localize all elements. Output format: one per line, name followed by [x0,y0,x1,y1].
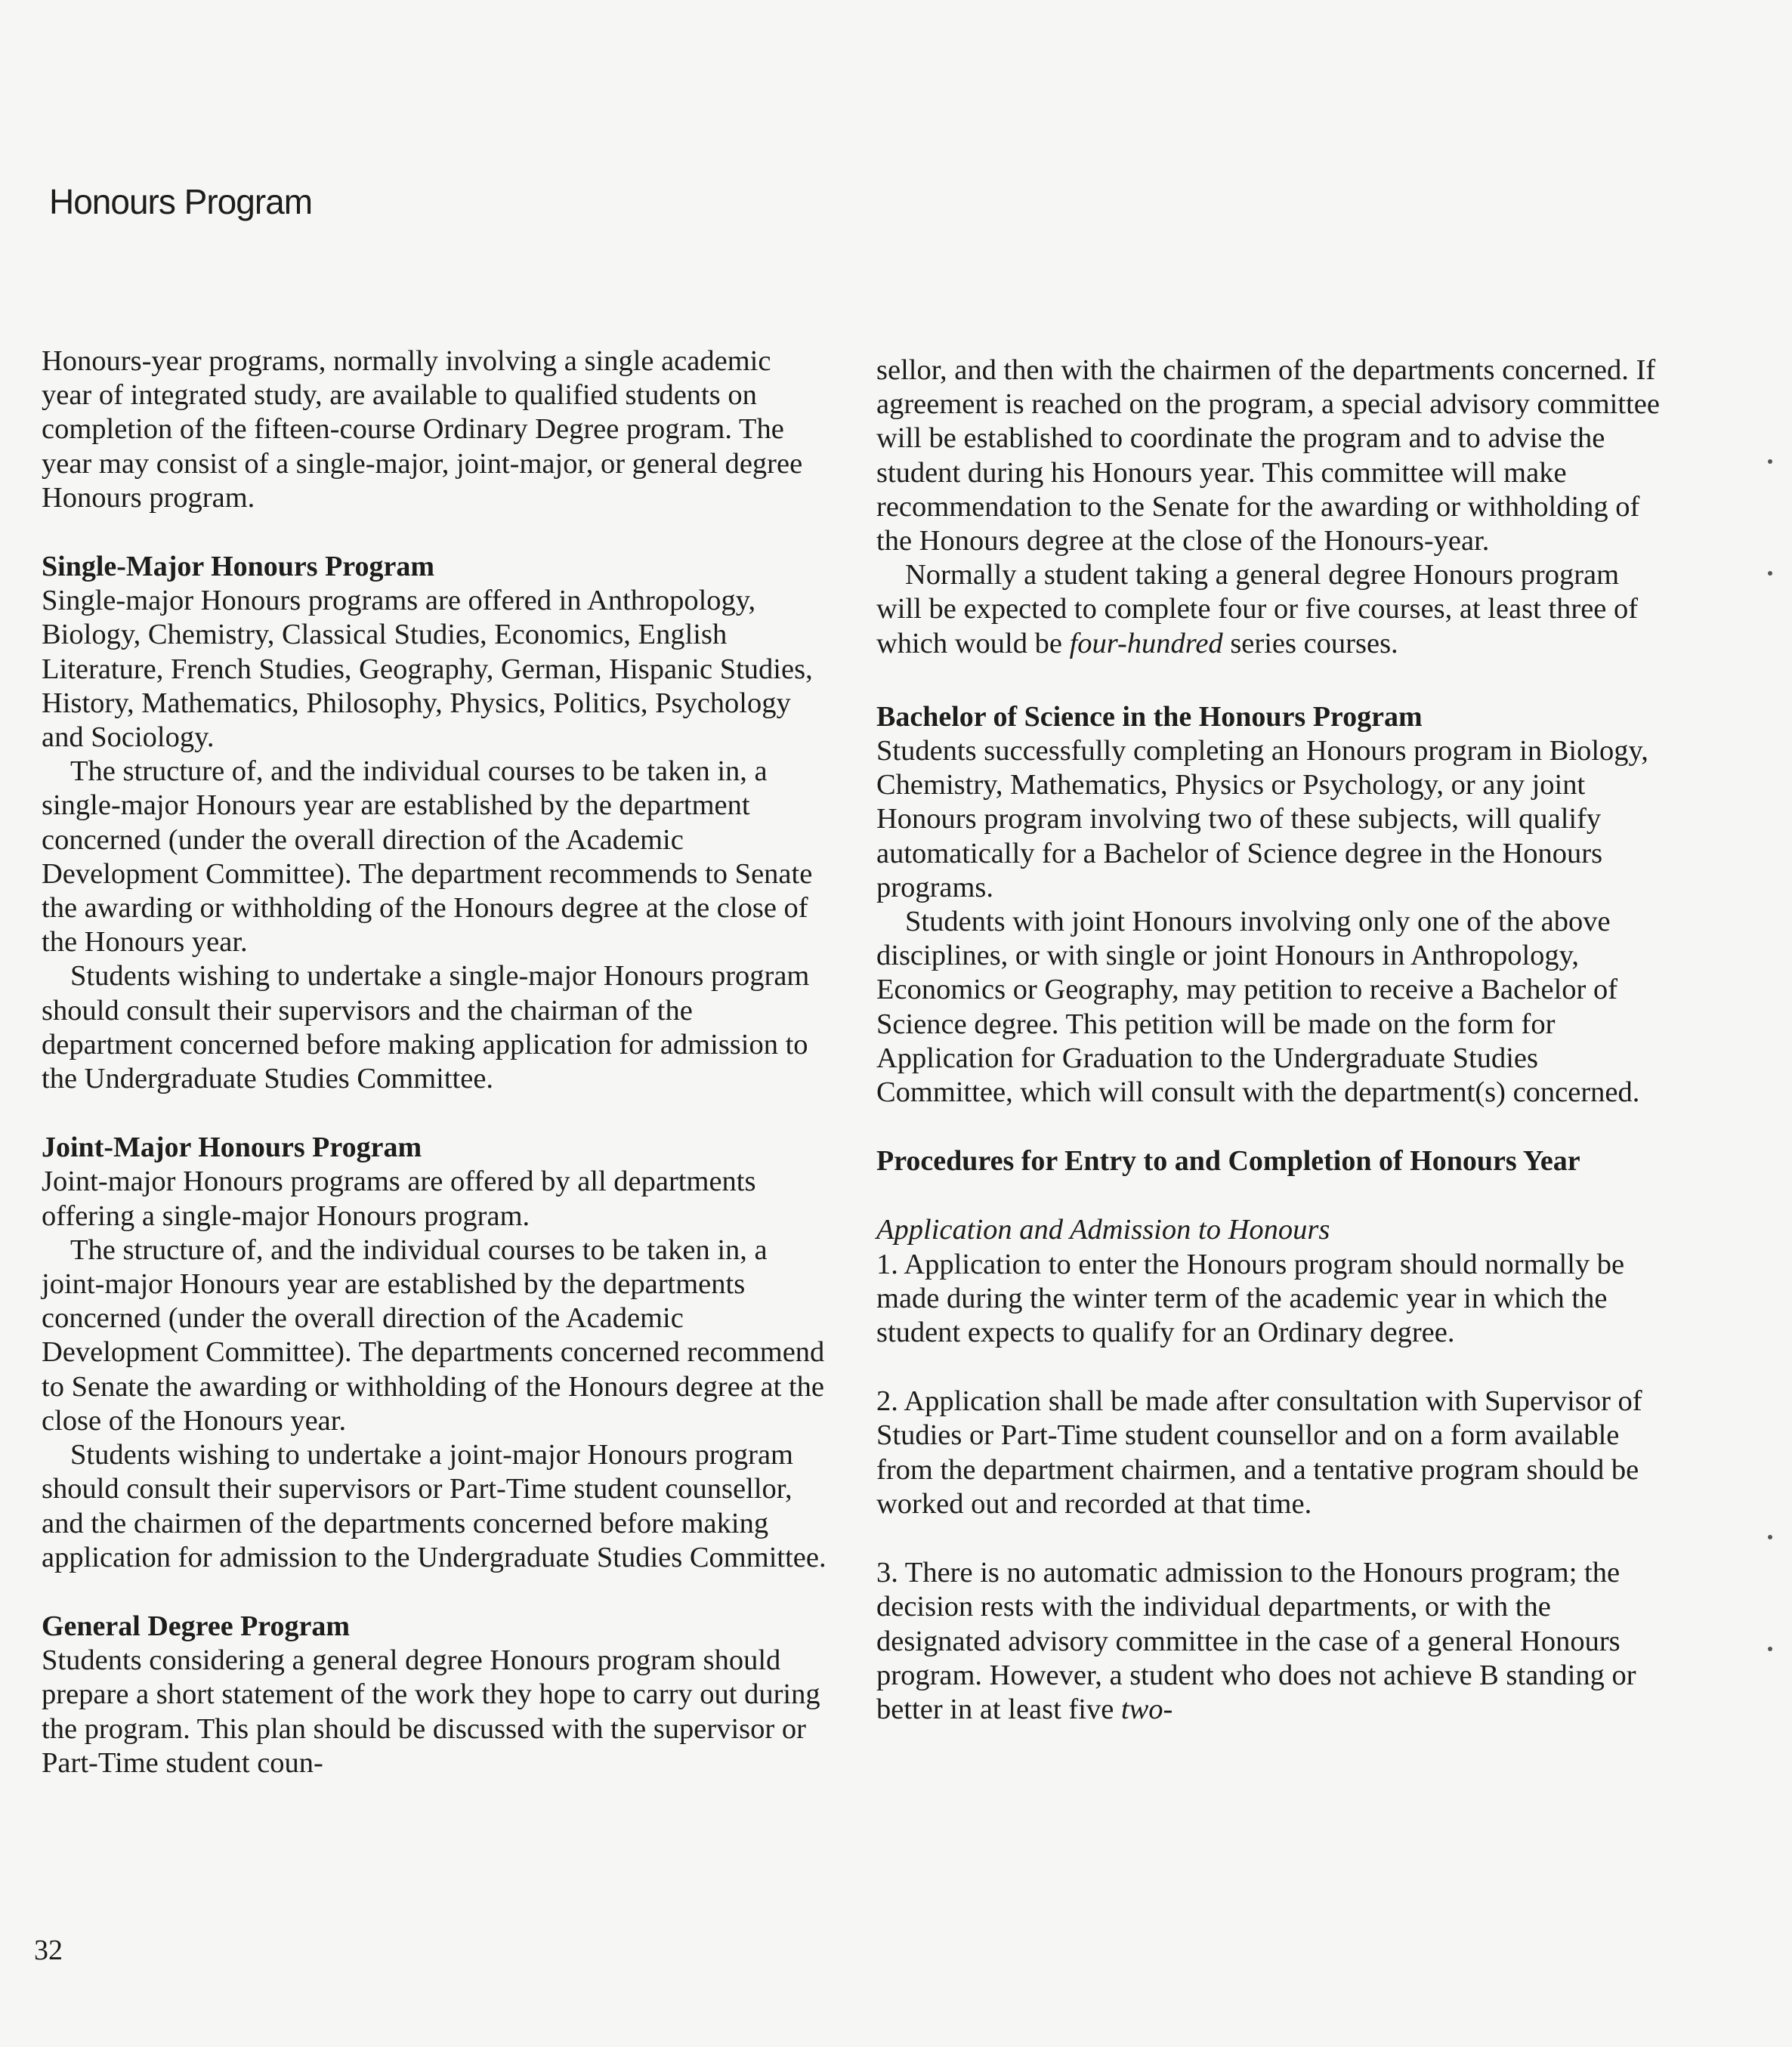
joint-major-paragraph-2: The structure of, and the individual courses to be taken in, a joint-major Honours year are established by the departments concerned (under the overall direction of the Academic Development Committee). The departments concerned recommend to Senate the awarding or withholding of the Honours degree at the close of the Honours year. [42,1233,825,1437]
four-hundred-italic: four-hundred [1069,627,1223,659]
intro-paragraph: Honours-year programs, normally involving a single academic year of integrated study, are available to qualified students on completion of the fifteen-course Ordinary Degree program. The year may consist of a single-major, joint-major, or general degree Honours program. [42,345,803,514]
general-degree-continued: sellor, and then with the chairmen of the departments concerned. If agreement is reached on the program, a special advisory committee will be established to coordinate the program and to advise the student during his Honours year. This committee will make recommendation to the Senate for the awarding or withholding of the Honours degree at the close of the Honours-year. [876,354,1660,557]
procedures-subheading: Application and Admission to Honours [876,1214,1330,1246]
single-major-paragraph-1: Single-major Honours programs are offered in Anthropology, Biology, Chemistry, Classical Studies, Economics, English Literature, French Studies, Geography, German, Hispanic Studies, History, Mathematics, Philosophy, Physics, Politics, Psychology and Sociology. [42,585,813,754]
margin-speck [1768,1647,1772,1651]
right-column [876,354,1670,1727]
joint-major-heading: Joint-Major Honours Program [42,1132,422,1164]
page-number: 32 [34,1934,63,1966]
procedure-item-2: 2. Application shall be made after consultation with Supervisor of Studies or Part-Time student counsellor and on a form available from the department chairmen, and a tentative program should be worked out and recorded at that time. [876,1385,1642,1520]
bsc-heading: Bachelor of Science in the Honours Program [876,700,1423,733]
bsc-paragraph-1: Students successfully completing an Honours program in Biology, Chemistry, Mathematics, Physics or Psychology, or any joint Honours program involving two of these subjects, will qualify automatically for a Bachelor of Science degree in the Honours programs. [876,735,1648,903]
joint-major-paragraph-1: Joint-major Honours programs are offered by all departments offering a single-major Honours program. [42,1166,756,1232]
margin-speck [1768,571,1772,576]
margin-speck [1768,459,1772,464]
left-column [42,344,827,1780]
single-major-heading: Single-Major Honours Program [42,551,434,583]
general-degree-paragraph-2: Normally a student taking a general degree Honours program will be expected to complete four or five courses, at least three of which would be four-hundred series courses. [876,559,1639,659]
procedure-item-1: 1. Application to enter the Honours program should normally be made during the winter term of the academic year in which the student expects to qualify for an Ordinary degree. [876,1248,1625,1349]
joint-major-paragraph-3: Students wishing to undertake a joint-major Honours program should consult their supervisors or Part-Time student counsellor, and the chairmen of the departments concerned before making application for admission to the Undergraduate Studies Committee. [42,1439,826,1573]
single-major-paragraph-2: The structure of, and the individual courses to be taken in, a single-major Honours year are established by the department concerned (under the overall direction of the Academic Development Committee). The department recommends to Senate the awarding or withholding of the Honours degree at the close of the Honours year. [42,755,813,959]
bsc-paragraph-2: Students with joint Honours involving only one of the above disciplines, or with single or joint Honours in Anthropology, Economics or Geography, may petition to receive a Bachelor of Science degree. This petition will be made on the form for Application for Graduation to the Undergraduate Studies Committee, which will consult with the department(s) concerned. [876,906,1640,1109]
procedures-heading: Procedures for Entry to and Completion of Honours Year [876,1145,1580,1178]
single-major-paragraph-3: Students wishing to undertake a single-major Honours program should consult their supervisors and the chairman of the department concerned before making application for admission to the Undergraduate Studies Committee. [42,960,810,1095]
margin-speck [1768,1535,1772,1539]
page-title: Honours Program [49,182,313,221]
general-degree-heading: General Degree Program [42,1610,350,1642]
two-italic: two- [1120,1693,1173,1725]
general-degree-paragraph-1: Students considering a general degree Honours program should prepare a short statement of the work they hope to carry out during the program. This plan should be discussed with the supervisor or Part-Time student coun- [42,1644,820,1779]
procedure-item-3: 3. There is no automatic admission to the Honours program; the decision rests with the individual departments, or with the designated advisory committee in the case of a general Honours program. However, a student who does not achieve B standing or better in at least five two- [876,1557,1636,1725]
